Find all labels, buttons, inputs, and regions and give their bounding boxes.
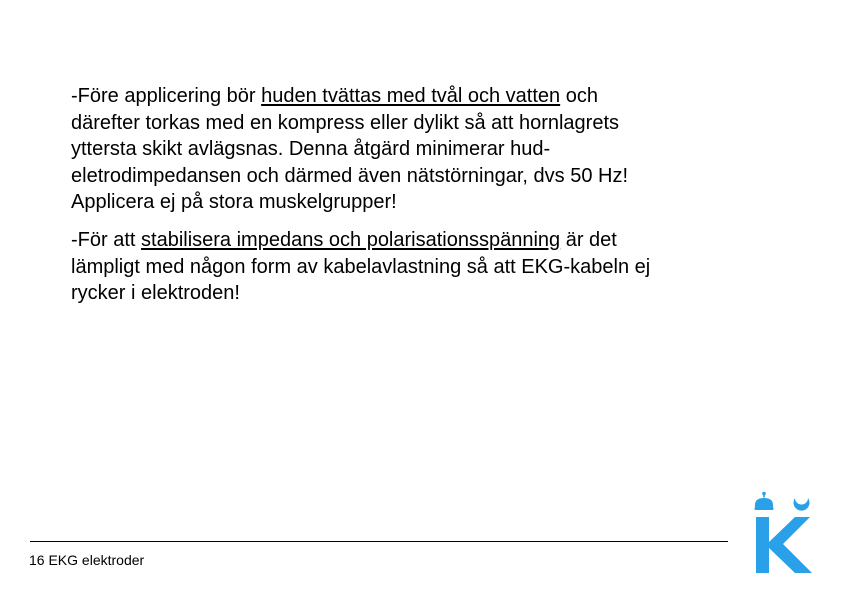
paragraph-cable-relief [71, 227, 771, 307]
kth-logo-icon [752, 490, 814, 576]
underlined-text-run: huden tvättas med tvål och vatten [261, 85, 561, 107]
underlined-text-run: stabilisera impedans och polarisationsspänning [141, 229, 561, 251]
text-run: är det [560, 229, 617, 251]
text-line [71, 83, 771, 110]
text-line: eletrodimpedansen och därmed även nätstörningar, dvs 50 Hz! [71, 164, 629, 187]
text-line: lämpligt med någon form av kabelavlastning så att EKG-kabeln ej [71, 255, 651, 278]
text-run: -För att [71, 229, 142, 251]
footer-divider [30, 541, 728, 542]
paragraph-skin-preparation [71, 83, 771, 216]
text-line: därefter torkas med en kompress eller dylikt så att hornlagrets [71, 111, 620, 134]
text-line: yttersta skikt avlägsnas. Denna åtgärd minimerar hud- [71, 138, 551, 160]
text-line: Applicera ej på stora muskelgrupper! [71, 191, 397, 213]
text-line: rycker i elektroden! [71, 282, 240, 304]
text-run: -Före applicering bör [71, 85, 262, 107]
footer-slide-label: 16 EKG elektroder [29, 552, 145, 568]
text-line [71, 227, 771, 254]
text-run: och [560, 85, 598, 107]
